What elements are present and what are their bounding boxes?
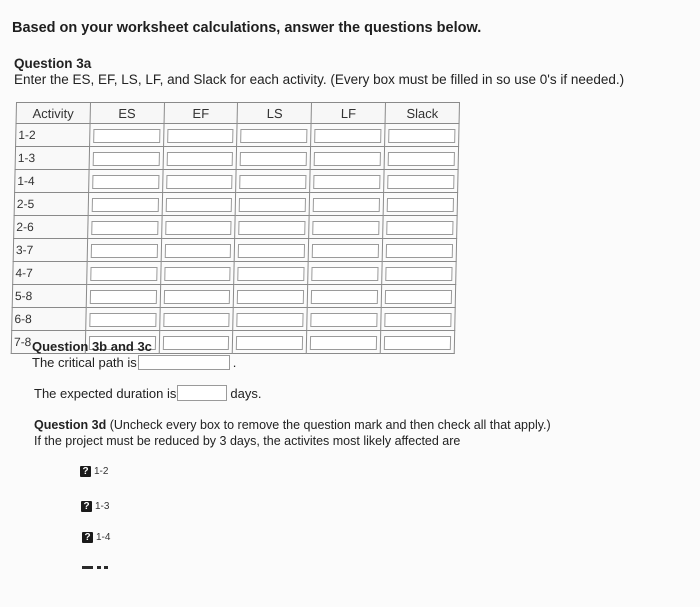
- cell-es: [87, 262, 161, 285]
- activity-label: 4-7: [13, 262, 87, 285]
- table-row: [14, 216, 457, 239]
- option-1-3[interactable]: [81, 501, 109, 512]
- ls-input[interactable]: [238, 267, 305, 281]
- lf-input[interactable]: [313, 175, 380, 189]
- cell-ef: [160, 285, 234, 308]
- critical-path-line: [32, 355, 236, 370]
- ef-input[interactable]: [166, 175, 233, 189]
- slack-input[interactable]: [384, 313, 451, 327]
- cell-es: [86, 308, 160, 331]
- slack-input[interactable]: [388, 152, 455, 166]
- cell-ls: [235, 216, 309, 239]
- column-header-slack: Slack: [385, 103, 459, 124]
- question-3a-title: Question 3a: [14, 56, 92, 71]
- table-row: [13, 262, 456, 285]
- cell-es: [89, 124, 163, 147]
- es-input[interactable]: [90, 290, 157, 304]
- lf-input[interactable]: [311, 313, 378, 327]
- cell-ef: [161, 239, 235, 262]
- es-input[interactable]: [90, 267, 157, 281]
- ef-input[interactable]: [166, 152, 233, 166]
- cell-slack: [381, 308, 455, 331]
- ef-input[interactable]: [162, 336, 229, 350]
- critical-path-period: .: [232, 355, 237, 370]
- slack-input[interactable]: [386, 221, 453, 235]
- cell-ls: [234, 285, 308, 308]
- cell-ls: [235, 239, 309, 262]
- question-3d-header: [34, 418, 551, 432]
- cell-ef: [159, 308, 233, 331]
- table-row: [15, 170, 458, 193]
- cell-slack: [384, 170, 458, 193]
- table-row: [12, 308, 455, 331]
- next-option-partial: [82, 566, 122, 570]
- ef-input[interactable]: [163, 313, 230, 327]
- cell-slack: [384, 147, 458, 170]
- lf-input[interactable]: [313, 221, 380, 235]
- cell-slack: [382, 239, 456, 262]
- days-label: days.: [230, 385, 262, 401]
- page-header: Based on your worksheet calculations, answer the questions below.: [12, 20, 482, 36]
- cell-ef: [162, 193, 236, 216]
- ls-input[interactable]: [240, 152, 307, 166]
- activity-label: 3-7: [13, 239, 87, 262]
- cell-es: [88, 193, 162, 216]
- duration-line: [34, 385, 261, 401]
- lf-input[interactable]: [312, 244, 379, 258]
- cell-es: [88, 170, 162, 193]
- ls-input[interactable]: [239, 221, 306, 235]
- cell-ls: [237, 147, 311, 170]
- slack-input[interactable]: [385, 267, 452, 281]
- lf-input[interactable]: [310, 336, 377, 350]
- activity-label: 1-4: [15, 170, 89, 193]
- table-row: [16, 124, 459, 147]
- question-3bc-title: Question 3b and 3c: [32, 339, 152, 354]
- slack-input[interactable]: [386, 244, 453, 258]
- cell-es: [89, 147, 163, 170]
- slack-input[interactable]: [387, 175, 454, 189]
- activity-label: 2-5: [14, 193, 88, 216]
- cell-slack: [380, 331, 454, 354]
- expected-duration-input[interactable]: [177, 385, 227, 401]
- cell-ef: [163, 124, 237, 147]
- cell-ls: [233, 308, 307, 331]
- option-label: 1-2: [94, 466, 109, 477]
- question-3d-title: Question 3d: [34, 418, 107, 432]
- activity-label: 2-6: [14, 216, 88, 239]
- column-header-activity: Activity: [16, 103, 90, 124]
- question-3d-instruction: (Uncheck every box to remove the question mark and then check all that apply.): [109, 418, 551, 432]
- slack-input[interactable]: [385, 290, 452, 304]
- ef-input[interactable]: [165, 198, 232, 212]
- option-1-2[interactable]: [80, 466, 108, 477]
- cell-lf: [308, 262, 382, 285]
- cell-ef: [163, 147, 237, 170]
- table-row: [13, 239, 456, 262]
- option-label: 1-4: [96, 532, 111, 543]
- ls-input[interactable]: [238, 244, 305, 258]
- cell-ef: [161, 216, 235, 239]
- column-header-es: ES: [90, 103, 164, 124]
- lf-input[interactable]: [312, 267, 379, 281]
- column-header-ls: LS: [238, 103, 312, 124]
- critical-path-label: The critical path is: [32, 355, 137, 370]
- ef-input[interactable]: [163, 290, 230, 304]
- cell-ls: [236, 193, 310, 216]
- cell-ef: [162, 170, 236, 193]
- cell-lf: [311, 124, 385, 147]
- cell-lf: [309, 216, 383, 239]
- cell-slack: [383, 193, 457, 216]
- option-1-4[interactable]: [82, 532, 110, 543]
- question-mark-checkbox[interactable]: ?: [80, 466, 91, 477]
- column-header-lf: LF: [311, 103, 385, 124]
- ls-input[interactable]: [241, 129, 308, 143]
- ls-input[interactable]: [239, 198, 306, 212]
- activity-label: 1-3: [15, 147, 89, 170]
- cell-lf: [308, 285, 382, 308]
- cell-ls: [236, 170, 310, 193]
- lf-input[interactable]: [314, 129, 381, 143]
- ef-input[interactable]: [167, 129, 234, 143]
- es-input[interactable]: [93, 129, 160, 143]
- lf-input[interactable]: [313, 198, 380, 212]
- column-header-ef: EF: [164, 103, 238, 124]
- critical-path-input[interactable]: [138, 355, 230, 370]
- es-input[interactable]: [89, 313, 156, 327]
- cell-es: [86, 285, 160, 308]
- es-input[interactable]: [92, 198, 159, 212]
- question-3d-prompt: If the project must be reduced by 3 days, the activites most likely affected are: [34, 434, 461, 448]
- activity-label: 5-8: [12, 285, 86, 308]
- cell-slack: [383, 216, 457, 239]
- slack-input[interactable]: [387, 198, 454, 212]
- lf-input[interactable]: [314, 152, 381, 166]
- question-3a-instructions: Enter the ES, EF, LS, LF, and Slack for each activity. (Every box must be filled in so use 0's if needed.): [14, 72, 625, 87]
- cell-slack: [385, 124, 459, 147]
- cell-lf: [307, 308, 381, 331]
- es-input[interactable]: [91, 244, 158, 258]
- activity-label: 6-8: [12, 308, 86, 331]
- option-label: 1-3: [95, 501, 110, 512]
- duration-label: The expected duration is: [34, 385, 177, 401]
- table-row: [15, 147, 458, 170]
- es-input[interactable]: [92, 175, 159, 189]
- table-row: [12, 285, 455, 308]
- cell-ls: [234, 262, 308, 285]
- cell-lf: [308, 239, 382, 262]
- es-input[interactable]: [91, 221, 158, 235]
- cell-es: [87, 216, 161, 239]
- ef-input[interactable]: [164, 267, 231, 281]
- ef-input[interactable]: [164, 244, 231, 258]
- table-row: [14, 193, 457, 216]
- cell-ls: [237, 124, 311, 147]
- slack-input[interactable]: [384, 336, 451, 350]
- cell-ef: [159, 331, 233, 354]
- cell-lf: [307, 331, 381, 354]
- cell-slack: [381, 285, 455, 308]
- cell-lf: [309, 193, 383, 216]
- table-header-row: [16, 103, 459, 124]
- cell-lf: [310, 147, 384, 170]
- lf-input[interactable]: [311, 290, 378, 304]
- ls-input[interactable]: [240, 175, 307, 189]
- cell-lf: [310, 170, 384, 193]
- ls-input[interactable]: [236, 336, 303, 350]
- cell-slack: [382, 262, 456, 285]
- question-mark-checkbox[interactable]: ?: [81, 501, 92, 512]
- slack-input[interactable]: [388, 129, 455, 143]
- ef-input[interactable]: [165, 221, 232, 235]
- cell-ls: [233, 331, 307, 354]
- ls-input[interactable]: [237, 313, 304, 327]
- cell-es: [87, 239, 161, 262]
- activity-label: 1-2: [16, 124, 90, 147]
- es-input[interactable]: [92, 152, 159, 166]
- question-mark-checkbox[interactable]: ?: [82, 532, 93, 543]
- ls-input[interactable]: [237, 290, 304, 304]
- cell-ef: [160, 262, 234, 285]
- activity-label: 7-8: [11, 331, 85, 354]
